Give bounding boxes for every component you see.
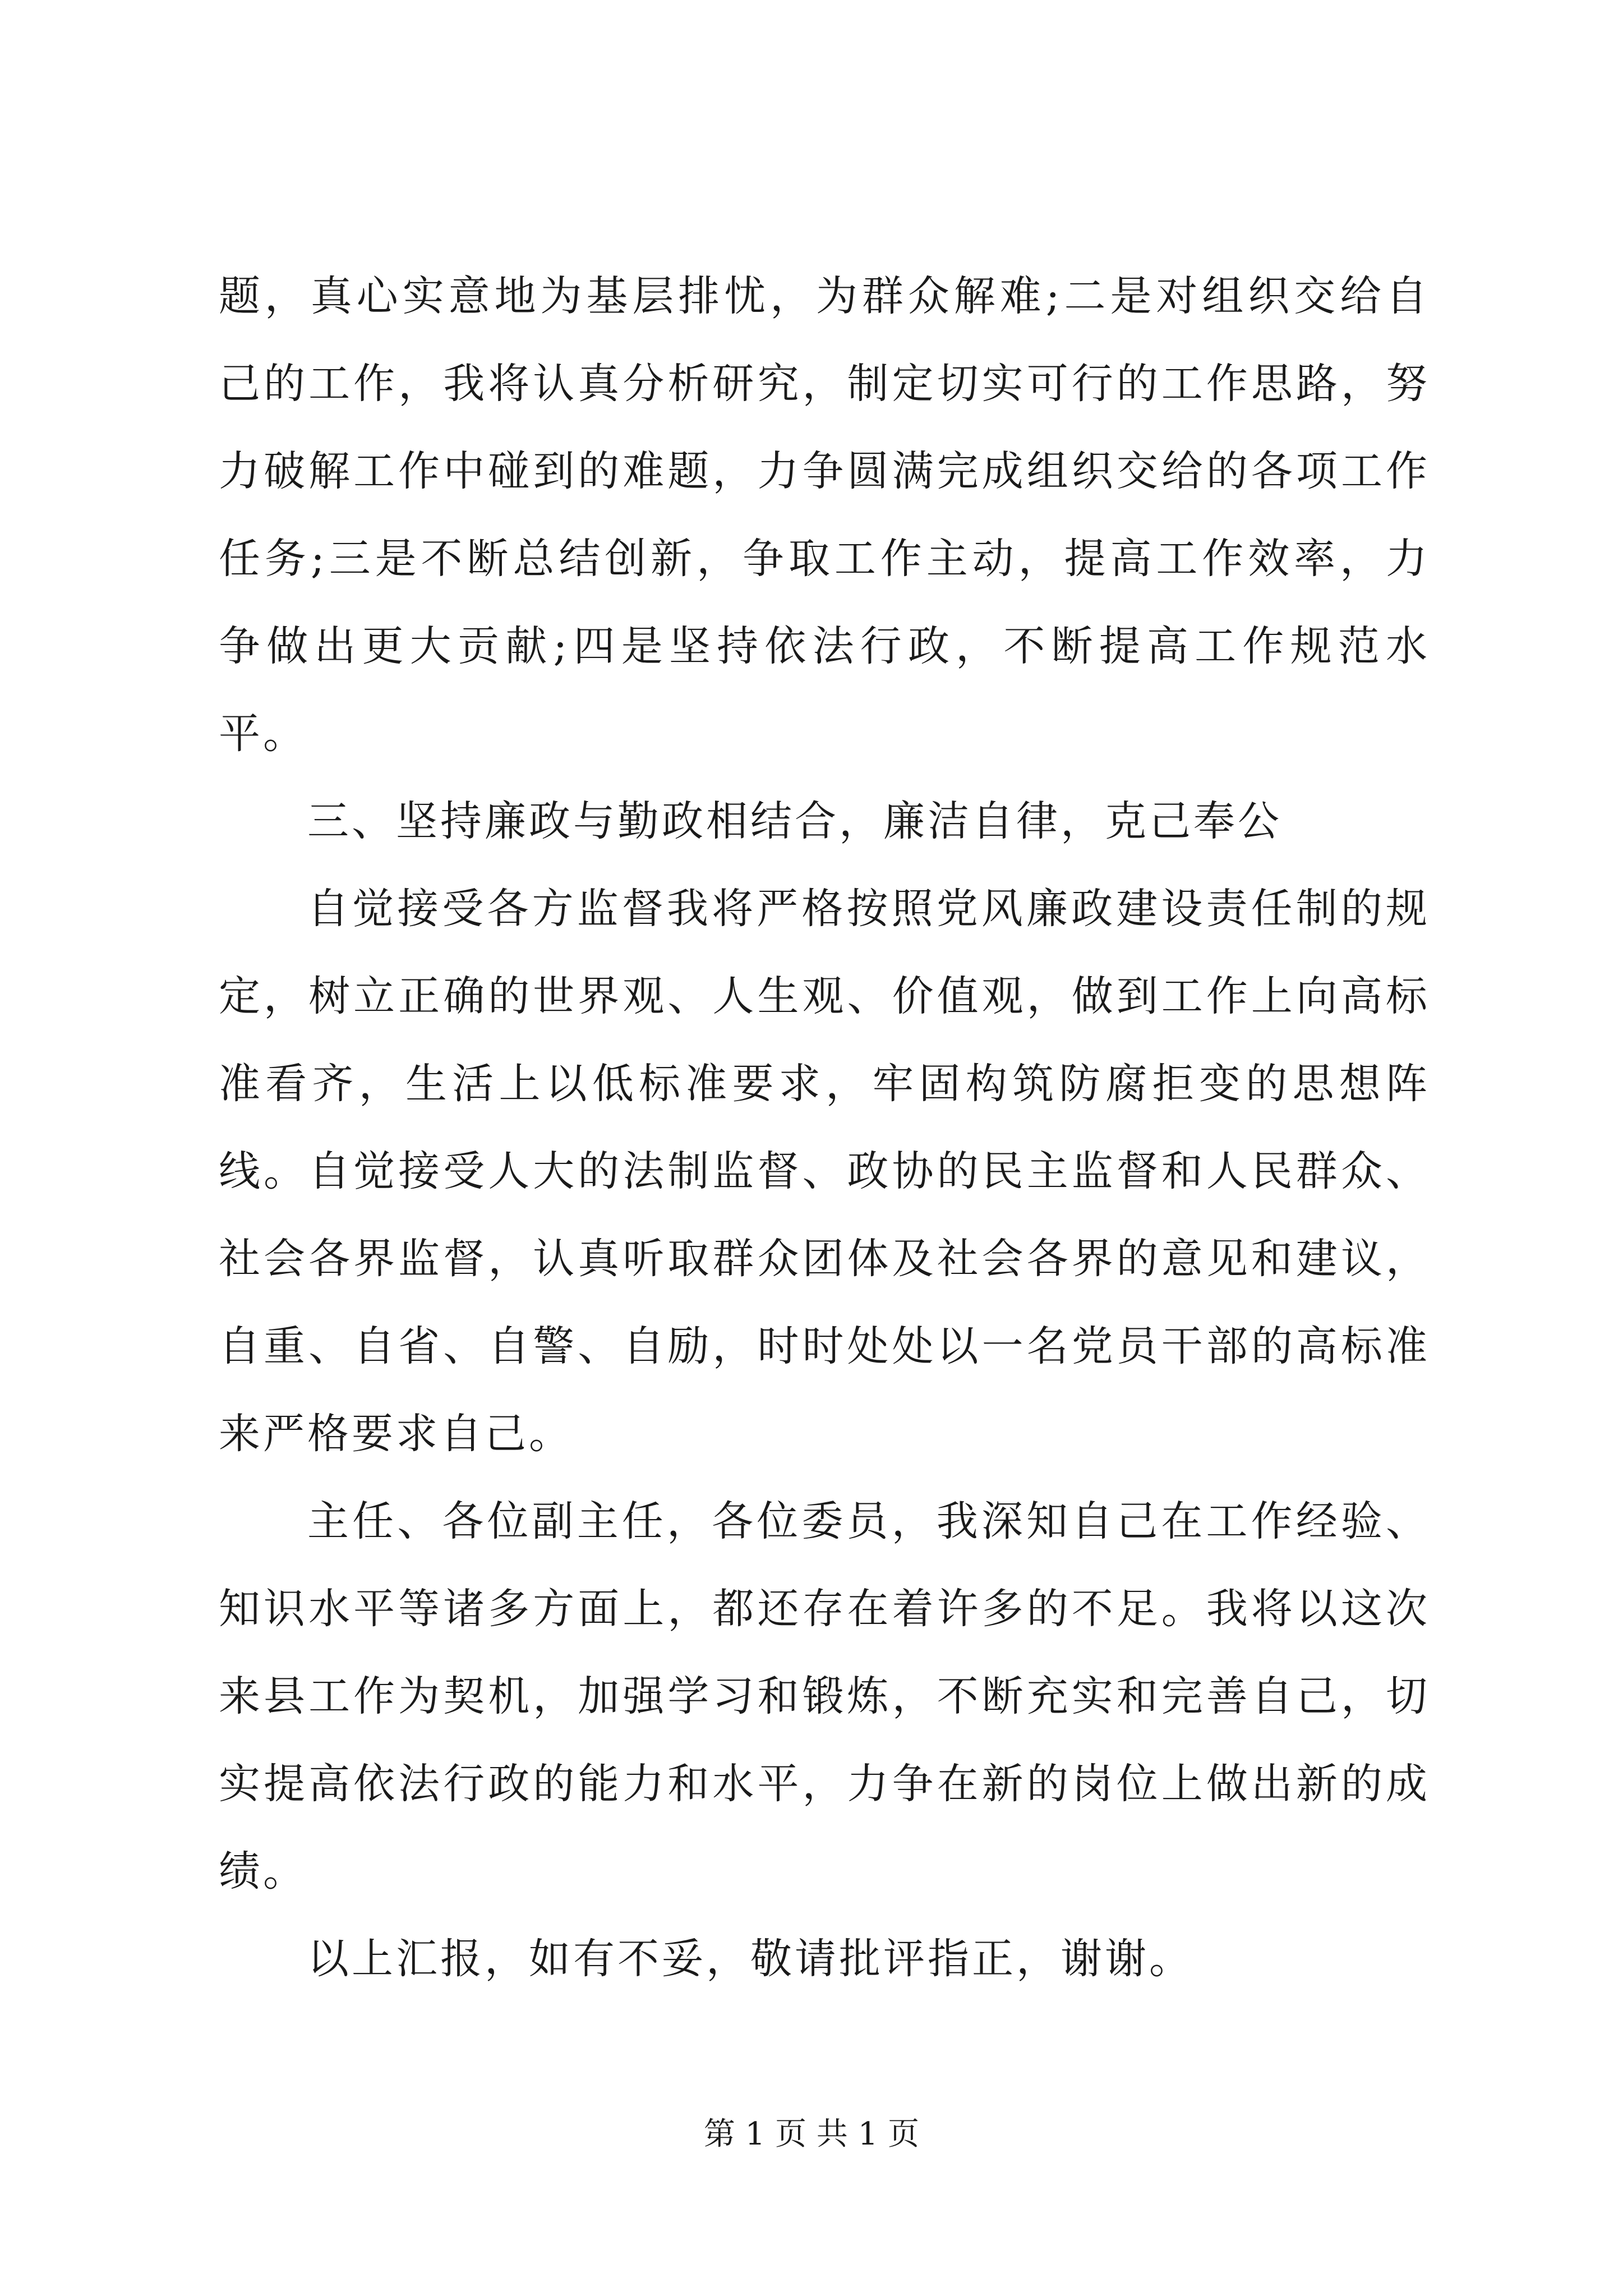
paragraph-continuation: 题，真心实意地为基层排忧，为群众解难;二是对组织交给自己的工作，我将认真分析研究，制定切实可行的工作思路，努力破解工作中碰到的难题，力争圆满完成组织交给的各项工作任务;三是不断总结创新，争取工作主动，提高工作效率，力争做出更大贡献;四是坚持依法行政，不断提高工作规范水平。 [219, 272, 1430, 758]
document-body [219, 252, 1430, 2003]
paragraph-supervision: 自觉接受各方监督我将严格按照党风廉政建设责任制的规定，树立正确的世界观、人生观、价值观，做到工作上向高标准看齐，生活上以低标准要求，牢固构筑防腐拒变的思想阵线。自觉接受人大的法制监督、政协的民主监督和人民群众、社会各界监督，认真听取群众团体及社会各界的意见和建议，自重、自省、自警、自励，时时处处以一名党员干部的高标准来严格要求自己。 [219, 885, 1430, 1458]
page-number-footer: 第 1 页 共 1 页 [703, 2116, 920, 2152]
paragraph-closing: 以上汇报，如有不妥，敬请批评指正，谢谢。 [307, 1935, 1193, 1983]
paragraph-address: 主任、各位副主任，各位委员，我深知自己在工作经验、知识水平等诸多方面上，都还存在着许多的不足。我将以这次来县工作为契机，加强学习和锻炼，不断充实和完善自己，切实提高依法行政的能力和水平，力争在新的岗位上做出新的成绩。 [219, 1497, 1430, 1895]
section-heading: 三、坚持廉政与勤政相结合，廉洁自律，克己奉公 [307, 797, 1282, 845]
